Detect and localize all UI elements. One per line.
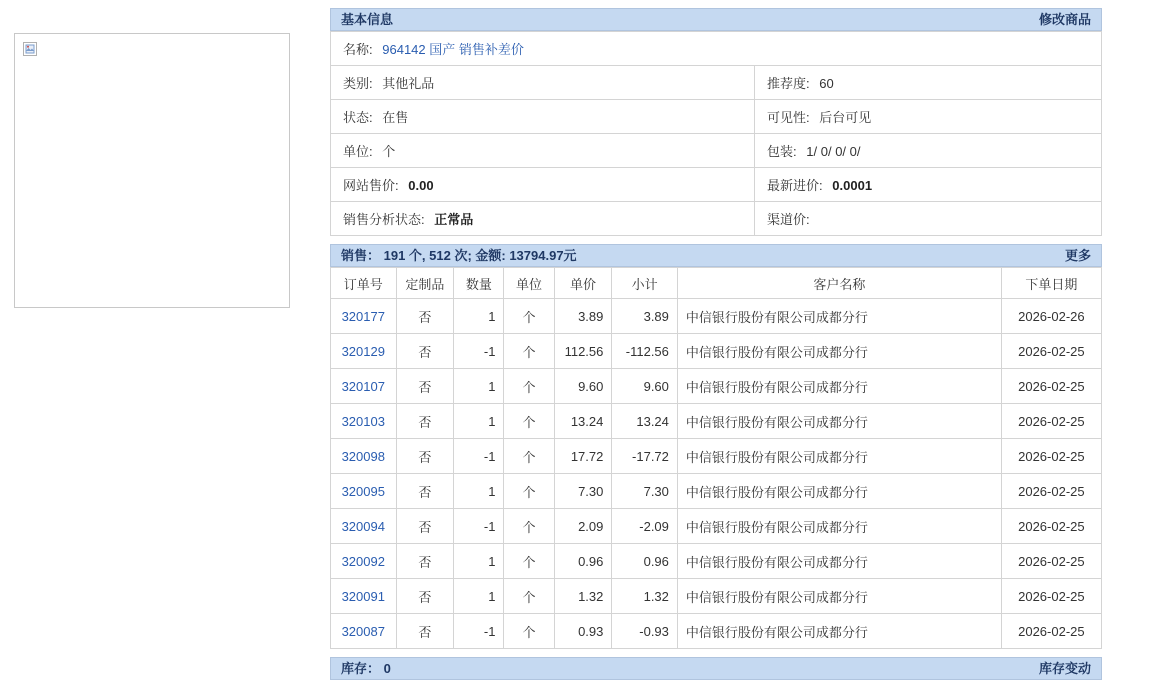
cell-date: 2026-02-26 <box>1001 299 1101 334</box>
cell-custom: 否 <box>396 369 454 404</box>
info-cell-status <box>331 100 755 134</box>
stock-header <box>330 657 1102 680</box>
info-row-name <box>331 32 1102 66</box>
cell-customer: 中信银行股份有限公司成都分行 <box>677 299 1001 334</box>
broken-image-icon <box>23 42 37 56</box>
table-row <box>331 404 1102 439</box>
info-value-status: 在售 <box>382 110 409 125</box>
info-label-unit: 单位: <box>343 144 373 159</box>
info-cell-channel-price <box>755 202 1102 236</box>
info-cell-category <box>331 66 755 100</box>
cell-unit: 个 <box>504 439 554 474</box>
info-cell-packing <box>755 134 1102 168</box>
cell-customer: 中信银行股份有限公司成都分行 <box>677 474 1001 509</box>
cell-date: 2026-02-25 <box>1001 439 1101 474</box>
cell-subtotal: -17.72 <box>612 439 678 474</box>
cell-custom: 否 <box>396 474 454 509</box>
info-cell-latest-cost <box>755 168 1102 202</box>
order-link[interactable]: 320095 <box>341 483 385 499</box>
sales-table <box>330 267 1102 649</box>
cell-customer: 中信银行股份有限公司成都分行 <box>677 369 1001 404</box>
cell-customer: 中信银行股份有限公司成都分行 <box>677 614 1001 649</box>
info-cell-unit <box>331 134 755 168</box>
table-row <box>331 474 1102 509</box>
cell-customer: 中信银行股份有限公司成都分行 <box>677 334 1001 369</box>
cell-subtotal: 9.60 <box>612 369 678 404</box>
info-cell-web-price <box>331 168 755 202</box>
cell-customer: 中信银行股份有限公司成都分行 <box>677 579 1001 614</box>
info-label-status: 状态: <box>343 110 373 125</box>
info-value-latest-cost: 0.0001 <box>832 178 873 193</box>
order-link[interactable]: 320129 <box>341 343 385 359</box>
cell-date: 2026-02-25 <box>1001 509 1101 544</box>
order-link[interactable]: 320107 <box>341 378 385 394</box>
cell-custom: 否 <box>396 299 454 334</box>
sales-table-header-row <box>331 268 1102 299</box>
info-label-web-price: 网站售价: <box>343 178 399 193</box>
cell-price: 2.09 <box>554 509 612 544</box>
info-row-analysis <box>331 202 1102 236</box>
cell-date: 2026-02-25 <box>1001 404 1101 439</box>
order-link[interactable]: 320092 <box>341 553 385 569</box>
info-row-unit <box>331 134 1102 168</box>
order-link[interactable]: 320098 <box>341 448 385 464</box>
cell-price: 3.89 <box>554 299 612 334</box>
cell-subtotal: 1.32 <box>612 579 678 614</box>
cell-custom: 否 <box>396 509 454 544</box>
cell-qty: 1 <box>454 474 504 509</box>
info-label-category: 类别: <box>343 76 373 91</box>
cell-qty: -1 <box>454 614 504 649</box>
order-link[interactable]: 320087 <box>341 623 385 639</box>
info-value-recommend: 60 <box>819 76 834 91</box>
basic-info-header <box>330 8 1102 31</box>
cell-subtotal: 13.24 <box>612 404 678 439</box>
cell-date: 2026-02-25 <box>1001 369 1101 404</box>
cell-subtotal: -0.93 <box>612 614 678 649</box>
cell-price: 112.56 <box>554 334 612 369</box>
cell-unit: 个 <box>504 614 554 649</box>
sales-summary-title: 销售： 191 个, 512 次; 金额: 13794.97元 <box>341 248 577 263</box>
cell-qty: 1 <box>454 369 504 404</box>
cell-unit: 个 <box>504 369 554 404</box>
info-label-recommend: 推荐度: <box>767 76 810 91</box>
info-label-analysis-status: 销售分析状态: <box>343 212 425 227</box>
cell-qty: -1 <box>454 509 504 544</box>
cell-custom: 否 <box>396 439 454 474</box>
order-link[interactable]: 320177 <box>341 308 385 324</box>
cell-qty: 1 <box>454 544 504 579</box>
cell-date: 2026-02-25 <box>1001 474 1101 509</box>
cell-subtotal: 7.30 <box>612 474 678 509</box>
cell-date: 2026-02-25 <box>1001 614 1101 649</box>
col-price: 单价 <box>554 268 612 299</box>
order-link[interactable]: 320103 <box>341 413 385 429</box>
table-row <box>331 509 1102 544</box>
cell-custom: 否 <box>396 579 454 614</box>
cell-customer: 中信银行股份有限公司成都分行 <box>677 439 1001 474</box>
info-label-name: 名称: <box>343 42 373 57</box>
cell-qty: -1 <box>454 439 504 474</box>
cell-customer: 中信银行股份有限公司成都分行 <box>677 509 1001 544</box>
cell-custom: 否 <box>396 404 454 439</box>
cell-price: 0.93 <box>554 614 612 649</box>
col-order-no: 订单号 <box>331 268 397 299</box>
info-cell-visibility <box>755 100 1102 134</box>
cell-subtotal: 0.96 <box>612 544 678 579</box>
cell-date: 2026-02-25 <box>1001 579 1101 614</box>
cell-unit: 个 <box>504 299 554 334</box>
info-label-latest-cost: 最新进价: <box>767 178 823 193</box>
edit-product-link[interactable]: 修改商品 <box>1038 12 1091 27</box>
product-image-pane <box>14 33 290 308</box>
table-row <box>331 299 1102 334</box>
info-row-status <box>331 100 1102 134</box>
cell-custom: 否 <box>396 544 454 579</box>
cell-subtotal: -2.09 <box>612 509 678 544</box>
info-value-unit: 个 <box>382 144 396 159</box>
info-cell-name <box>331 32 1102 66</box>
info-cell-recommend <box>755 66 1102 100</box>
info-value-visibility: 后台可见 <box>819 110 872 125</box>
sales-header <box>330 244 1102 267</box>
info-row-price <box>331 168 1102 202</box>
col-customer: 客户名称 <box>677 268 1001 299</box>
cell-price: 7.30 <box>554 474 612 509</box>
sales-more-link[interactable]: 更多 <box>1064 248 1091 263</box>
table-row <box>331 439 1102 474</box>
order-link[interactable]: 320094 <box>341 518 385 534</box>
cell-qty: 1 <box>454 404 504 439</box>
cell-unit: 个 <box>504 579 554 614</box>
cell-custom: 否 <box>396 334 454 369</box>
cell-qty: 1 <box>454 299 504 334</box>
cell-price: 1.32 <box>554 579 612 614</box>
cell-price: 13.24 <box>554 404 612 439</box>
cell-customer: 中信银行股份有限公司成都分行 <box>677 544 1001 579</box>
info-label-channel-price: 渠道价: <box>767 212 810 227</box>
basic-info-title: 基本信息 <box>341 12 394 27</box>
info-value-web-price: 0.00 <box>408 178 434 193</box>
cell-unit: 个 <box>504 509 554 544</box>
cell-price: 9.60 <box>554 369 612 404</box>
table-row <box>331 334 1102 369</box>
info-label-visibility: 可见性: <box>767 110 810 125</box>
cell-unit: 个 <box>504 544 554 579</box>
cell-unit: 个 <box>504 404 554 439</box>
col-subtotal: 小计 <box>612 268 678 299</box>
cell-date: 2026-02-25 <box>1001 334 1101 369</box>
table-row <box>331 544 1102 579</box>
info-row-category <box>331 66 1102 100</box>
cell-unit: 个 <box>504 334 554 369</box>
cell-qty: -1 <box>454 334 504 369</box>
info-value-packing: 1/ 0/ 0/ 0/ <box>806 144 861 159</box>
cell-unit: 个 <box>504 474 554 509</box>
basic-info-table <box>330 31 1102 236</box>
cell-subtotal: 3.89 <box>612 299 678 334</box>
detail-pane <box>330 8 1102 680</box>
info-value-analysis-status: 正常品 <box>434 212 474 227</box>
cell-price: 0.96 <box>554 544 612 579</box>
table-row <box>331 369 1102 404</box>
cell-subtotal: -112.56 <box>612 334 678 369</box>
stock-title: 库存： 0 <box>341 661 391 676</box>
cell-price: 17.72 <box>554 439 612 474</box>
cell-qty: 1 <box>454 579 504 614</box>
cell-customer: 中信银行股份有限公司成都分行 <box>677 404 1001 439</box>
col-custom: 定制品 <box>396 268 454 299</box>
order-link[interactable]: 320091 <box>341 588 385 604</box>
col-unit: 单位 <box>504 268 554 299</box>
info-value-name[interactable]: 964142 国产 销售补差价 <box>382 42 524 57</box>
table-row <box>331 614 1102 649</box>
info-cell-analysis-status <box>331 202 755 236</box>
stock-changes-link[interactable]: 库存变动 <box>1038 661 1091 676</box>
info-value-category: 其他礼品 <box>382 76 435 91</box>
cell-custom: 否 <box>396 614 454 649</box>
cell-date: 2026-02-25 <box>1001 544 1101 579</box>
table-row <box>331 579 1102 614</box>
col-qty: 数量 <box>454 268 504 299</box>
col-order-date: 下单日期 <box>1001 268 1101 299</box>
info-label-packing: 包装: <box>767 144 797 159</box>
